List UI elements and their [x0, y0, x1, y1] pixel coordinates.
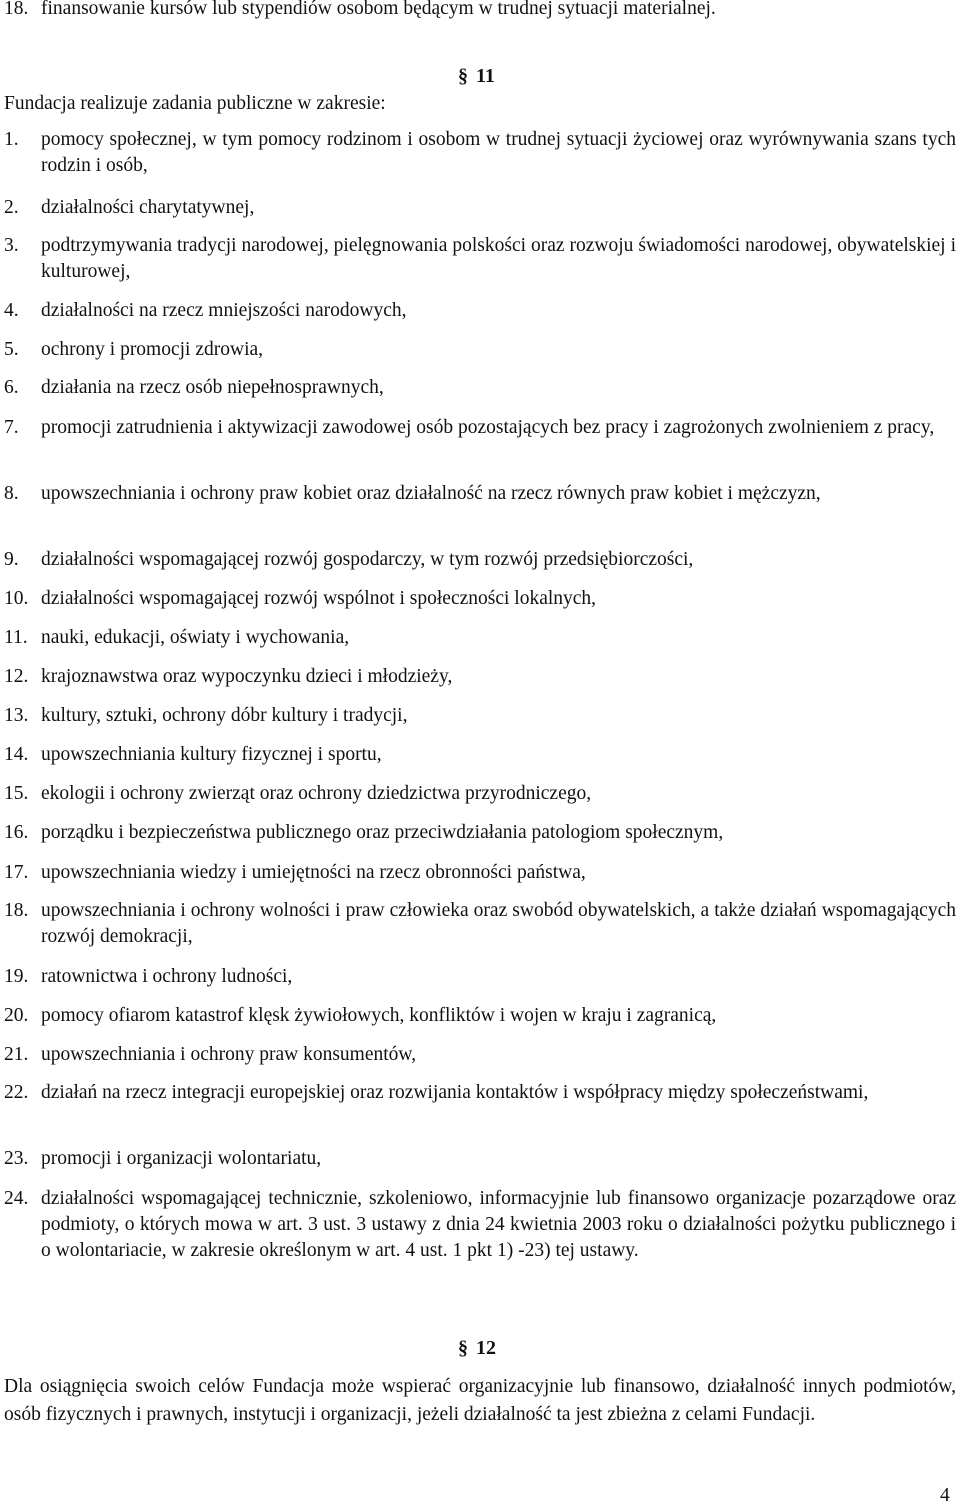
- list-item: [0, 127, 956, 179]
- list-item-carryover: [0, 0, 956, 22]
- list-item-number: 8.: [4, 483, 19, 504]
- list-item-text: ekologii i ochrony zwierząt oraz ochrony dziedzictwa przyrodniczego,: [41, 783, 592, 804]
- list-item: [0, 820, 956, 846]
- list-item: [0, 1003, 956, 1029]
- list-item-number: 24.: [4, 1188, 29, 1209]
- list-item-number: 1.: [4, 129, 19, 150]
- list-item-text: finansowanie kursów lub stypendiów osobom będącym w trudnej sytuacji materialnej.: [41, 0, 716, 19]
- list-item: [0, 964, 956, 990]
- list-item-number: 21.: [4, 1044, 29, 1065]
- list-item-number: 7.: [4, 417, 19, 438]
- list-item-text: upowszechniania i ochrony wolności i praw człowieka oraz swobód obywatelskich, a także działań wspomagających rozwój demokracji,: [41, 900, 956, 947]
- list-item-text: upowszechniania i ochrony praw konsumentów,: [41, 1044, 417, 1065]
- list-item: [0, 1080, 956, 1106]
- section-heading-12: [458, 1336, 496, 1360]
- list-item-text: działalności charytatywnej,: [41, 197, 255, 218]
- list-item-number: 2.: [4, 197, 19, 218]
- list-item-text: pomocy społecznej, w tym pomocy rodzinom i osobom w trudnej sytuacji życiowej oraz wyrównywania szans tych rodzin i osób,: [41, 129, 956, 176]
- list-item-text: działań na rzecz integracji europejskiej oraz rozwijania kontaktów i współpracy między społeczeństwami,: [41, 1082, 869, 1103]
- list-item-number: 18.: [4, 0, 29, 19]
- list-item: [0, 625, 956, 651]
- list-item-text: ochrony i promocji zdrowia,: [41, 339, 264, 360]
- list-item-number: 19.: [4, 966, 29, 987]
- list-item-text: pomocy ofiarom katastrof klęsk żywiołowych, konfliktów i wojen w kraju i zagranicą,: [41, 1005, 717, 1026]
- list-item-text: porządku i bezpieczeństwa publicznego oraz przeciwdziałania patologiom społecznym,: [41, 822, 724, 843]
- list-item: [0, 860, 956, 886]
- section-12-paragraph: Dla osiągnięcia swoich celów Fundacja może wspierać organizacyjnie lub finansowo, działalność innych podmiotów, osób fizycznych i prawnych, instytucji i organizacji, jeżeli działalność ta jest zbieżna z celami Fundacji.: [4, 1376, 956, 1425]
- list-item-number: 5.: [4, 339, 19, 360]
- list-item-number: 17.: [4, 862, 29, 883]
- list-item: [0, 742, 956, 768]
- section-sign: §: [458, 65, 468, 87]
- list-item: [0, 1042, 956, 1068]
- list-item-number: 12.: [4, 666, 29, 687]
- list-item: [0, 1186, 956, 1264]
- list-item: [0, 415, 956, 441]
- list-item-text: upowszechniania i ochrony praw kobiet oraz działalność na rzecz równych praw kobiet i mężczyzn,: [41, 483, 821, 504]
- list-item-text: podtrzymywania tradycji narodowej, pielęgnowania polskości oraz rozwoju świadomości narodowej, obywatelskiej i kulturowej,: [41, 235, 956, 282]
- list-item-text: promocji i organizacji wolontariatu,: [41, 1148, 322, 1169]
- list-item: [0, 781, 956, 807]
- section-intro: Fundacja realizuje zadania publiczne w zakresie:: [4, 93, 386, 114]
- list-item-number: 22.: [4, 1082, 29, 1103]
- list-item: [0, 298, 956, 324]
- list-item-text: promocji zatrudnienia i aktywizacji zawodowej osób pozostających bez pracy i zagrożonych zwolnieniem z pracy,: [41, 417, 935, 438]
- list-item-text: nauki, edukacji, oświaty i wychowania,: [41, 627, 350, 648]
- list-item-number: 18.: [4, 900, 29, 921]
- list-item-number: 15.: [4, 783, 29, 804]
- list-item: [0, 703, 956, 729]
- list-item-text: działalności wspomagającej rozwój wspólnot i społeczności lokalnych,: [41, 588, 597, 609]
- list-item-number: 3.: [4, 235, 19, 256]
- section-heading-11: [458, 64, 495, 88]
- list-item: [0, 481, 956, 507]
- list-item: [0, 195, 956, 221]
- list-item: [0, 664, 956, 690]
- list-item-text: krajoznawstwa oraz wypoczynku dzieci i młodzieży,: [41, 666, 453, 687]
- list-item-number: 13.: [4, 705, 29, 726]
- page-number: 4: [940, 1485, 950, 1506]
- list-item-number: 16.: [4, 822, 29, 843]
- list-item-number: 23.: [4, 1148, 29, 1169]
- list-item-number: 14.: [4, 744, 29, 765]
- list-item-text: działania na rzecz osób niepełnosprawnych,: [41, 377, 384, 398]
- list-item-number: 20.: [4, 1005, 29, 1026]
- list-item-number: 6.: [4, 377, 19, 398]
- list-item-text: działalności na rzecz mniejszości narodowych,: [41, 300, 407, 321]
- section-number: 12: [476, 1337, 496, 1359]
- list-item: [0, 1146, 956, 1172]
- list-item-text: upowszechniania wiedzy i umiejętności na rzecz obronności państwa,: [41, 862, 586, 883]
- list-item: [0, 375, 956, 401]
- list-item-number: 10.: [4, 588, 29, 609]
- list-item-text: ratownictwa i ochrony ludności,: [41, 966, 293, 987]
- list-item-number: 11.: [4, 627, 28, 648]
- list-item: [0, 898, 956, 950]
- list-item-text: działalności wspomagającej rozwój gospodarczy, w tym rozwój przedsiębiorczości,: [41, 549, 694, 570]
- list-item-text: działalności wspomagającej technicznie, szkoleniowo, informacyjnie lub finansowo organizacje pozarządowe oraz podmioty, o których mowa w art. 3 ust. 3 ustawy z dnia 24 kwietnia 2003 roku o działalności pożytku publicznego i o wolontariacie, w zakresie określonym w art. 4 ust. 1 pkt 1) -23) tej ustawy.: [41, 1188, 956, 1261]
- list-item-text: kultury, sztuki, ochrony dóbr kultury i tradycji,: [41, 705, 408, 726]
- list-item-text: upowszechniania kultury fizycznej i sportu,: [41, 744, 382, 765]
- list-item-number: 4.: [4, 300, 19, 321]
- section-sign: §: [458, 1337, 468, 1359]
- section-number: 11: [476, 65, 495, 87]
- list-item: [0, 547, 956, 573]
- list-item-number: 9.: [4, 549, 19, 570]
- list-item: [0, 337, 956, 363]
- list-item: [0, 233, 956, 285]
- list-item: [0, 586, 956, 612]
